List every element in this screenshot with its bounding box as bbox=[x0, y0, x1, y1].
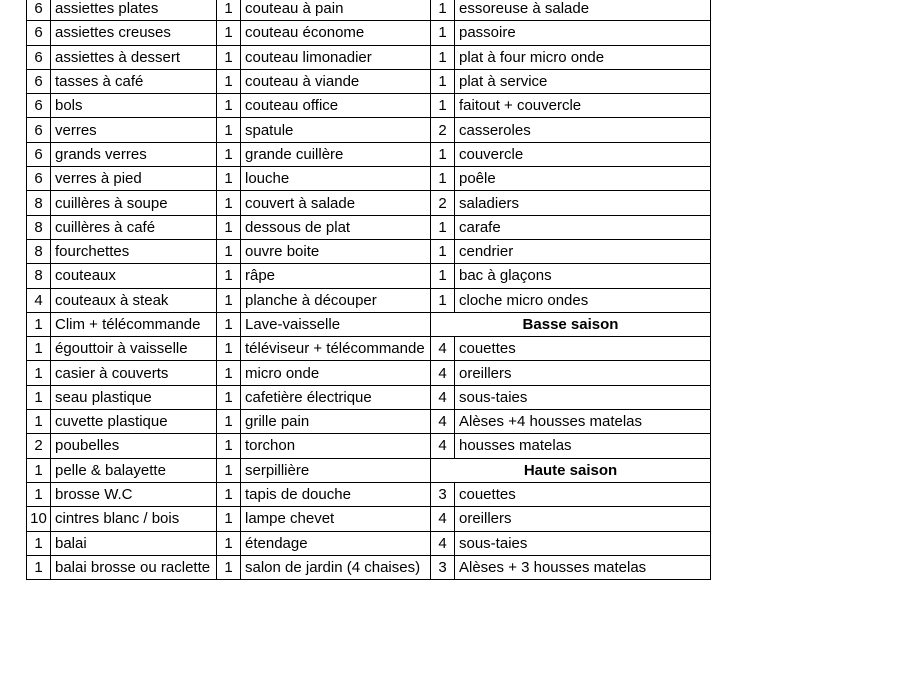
quantity-cell: 1 bbox=[27, 531, 51, 555]
quantity-cell: 1 bbox=[217, 45, 241, 69]
item-cell: lampe chevet bbox=[241, 507, 431, 531]
quantity-cell: 1 bbox=[431, 288, 455, 312]
quantity-cell: 1 bbox=[27, 482, 51, 506]
table-row bbox=[27, 482, 711, 506]
item-cell: grande cuillère bbox=[241, 142, 431, 166]
item-cell: couteaux à steak bbox=[51, 288, 217, 312]
section-header-cell: Basse saison bbox=[431, 312, 711, 336]
quantity-cell: 1 bbox=[217, 264, 241, 288]
quantity-cell: 1 bbox=[217, 361, 241, 385]
quantity-cell: 2 bbox=[27, 434, 51, 458]
quantity-cell: 1 bbox=[431, 94, 455, 118]
item-cell: égouttoir à vaisselle bbox=[51, 337, 217, 361]
item-cell: micro onde bbox=[241, 361, 431, 385]
table-row bbox=[27, 21, 711, 45]
table-row bbox=[27, 0, 711, 21]
quantity-cell: 4 bbox=[431, 385, 455, 409]
quantity-cell: 1 bbox=[27, 458, 51, 482]
table-row bbox=[27, 288, 711, 312]
item-cell: étendage bbox=[241, 531, 431, 555]
quantity-cell: 1 bbox=[217, 239, 241, 263]
quantity-cell: 10 bbox=[27, 507, 51, 531]
item-cell: couteau à viande bbox=[241, 69, 431, 93]
item-cell: casier à couverts bbox=[51, 361, 217, 385]
quantity-cell: 1 bbox=[27, 361, 51, 385]
item-cell: serpillière bbox=[241, 458, 431, 482]
quantity-cell: 6 bbox=[27, 69, 51, 93]
item-cell: passoire bbox=[455, 21, 711, 45]
item-cell: assiettes à dessert bbox=[51, 45, 217, 69]
quantity-cell: 1 bbox=[217, 167, 241, 191]
item-cell: torchon bbox=[241, 434, 431, 458]
item-cell: couvert à salade bbox=[241, 191, 431, 215]
item-cell: essoreuse à salade bbox=[455, 0, 711, 21]
quantity-cell: 1 bbox=[217, 142, 241, 166]
item-cell: plat à service bbox=[455, 69, 711, 93]
quantity-cell: 1 bbox=[217, 385, 241, 409]
quantity-cell: 1 bbox=[217, 0, 241, 21]
item-cell: dessous de plat bbox=[241, 215, 431, 239]
item-cell: grille pain bbox=[241, 410, 431, 434]
table-row bbox=[27, 410, 711, 434]
quantity-cell: 8 bbox=[27, 215, 51, 239]
table-row bbox=[27, 361, 711, 385]
table-row bbox=[27, 337, 711, 361]
quantity-cell: 1 bbox=[217, 531, 241, 555]
quantity-cell: 8 bbox=[27, 191, 51, 215]
table-row bbox=[27, 312, 711, 336]
table-row bbox=[27, 191, 711, 215]
item-cell: cuvette plastique bbox=[51, 410, 217, 434]
item-cell: bac à glaçons bbox=[455, 264, 711, 288]
table-row bbox=[27, 45, 711, 69]
item-cell: cintres blanc / bois bbox=[51, 507, 217, 531]
item-cell: tapis de douche bbox=[241, 482, 431, 506]
item-cell: couteau économe bbox=[241, 21, 431, 45]
quantity-cell: 4 bbox=[431, 410, 455, 434]
table-row bbox=[27, 458, 711, 482]
item-cell: couteau office bbox=[241, 94, 431, 118]
item-cell: Lave-vaisselle bbox=[241, 312, 431, 336]
item-cell: casseroles bbox=[455, 118, 711, 142]
quantity-cell: 6 bbox=[27, 0, 51, 21]
item-cell: seau plastique bbox=[51, 385, 217, 409]
item-cell: assiettes plates bbox=[51, 0, 217, 21]
quantity-cell: 1 bbox=[431, 215, 455, 239]
quantity-cell: 6 bbox=[27, 21, 51, 45]
item-cell: poêle bbox=[455, 167, 711, 191]
quantity-cell: 1 bbox=[217, 312, 241, 336]
quantity-cell: 2 bbox=[431, 118, 455, 142]
quantity-cell: 4 bbox=[431, 531, 455, 555]
item-cell: spatule bbox=[241, 118, 431, 142]
item-cell: cafetière électrique bbox=[241, 385, 431, 409]
item-cell: téléviseur + télécommande bbox=[241, 337, 431, 361]
quantity-cell: 6 bbox=[27, 45, 51, 69]
quantity-cell: 1 bbox=[217, 337, 241, 361]
quantity-cell: 1 bbox=[217, 21, 241, 45]
item-cell: faitout + couvercle bbox=[455, 94, 711, 118]
quantity-cell: 1 bbox=[217, 288, 241, 312]
item-cell: balai brosse ou raclette bbox=[51, 555, 217, 579]
quantity-cell: 1 bbox=[217, 410, 241, 434]
item-cell: louche bbox=[241, 167, 431, 191]
item-cell: couteaux bbox=[51, 264, 217, 288]
item-cell: Clim + télécommande bbox=[51, 312, 217, 336]
item-cell: ouvre boite bbox=[241, 239, 431, 263]
quantity-cell: 6 bbox=[27, 167, 51, 191]
quantity-cell: 1 bbox=[217, 555, 241, 579]
item-cell: fourchettes bbox=[51, 239, 217, 263]
quantity-cell: 1 bbox=[431, 167, 455, 191]
item-cell: planche à découper bbox=[241, 288, 431, 312]
item-cell: assiettes creuses bbox=[51, 21, 217, 45]
quantity-cell: 1 bbox=[217, 94, 241, 118]
item-cell: couettes bbox=[455, 482, 711, 506]
quantity-cell: 6 bbox=[27, 94, 51, 118]
item-cell: sous-taies bbox=[455, 385, 711, 409]
quantity-cell: 6 bbox=[27, 142, 51, 166]
table-row bbox=[27, 434, 711, 458]
item-cell: couteau à pain bbox=[241, 0, 431, 21]
quantity-cell: 8 bbox=[27, 239, 51, 263]
quantity-cell: 1 bbox=[431, 45, 455, 69]
section-header-cell: Haute saison bbox=[431, 458, 711, 482]
quantity-cell: 1 bbox=[431, 264, 455, 288]
item-cell: couettes bbox=[455, 337, 711, 361]
item-cell: saladiers bbox=[455, 191, 711, 215]
quantity-cell: 4 bbox=[431, 337, 455, 361]
quantity-cell: 1 bbox=[431, 239, 455, 263]
item-cell: grands verres bbox=[51, 142, 217, 166]
item-cell: verres bbox=[51, 118, 217, 142]
quantity-cell: 1 bbox=[217, 118, 241, 142]
item-cell: cendrier bbox=[455, 239, 711, 263]
inventory-table bbox=[26, 0, 711, 580]
inventory-table-body bbox=[27, 0, 711, 580]
quantity-cell: 1 bbox=[431, 142, 455, 166]
quantity-cell: 3 bbox=[431, 482, 455, 506]
quantity-cell: 3 bbox=[431, 555, 455, 579]
quantity-cell: 4 bbox=[27, 288, 51, 312]
quantity-cell: 1 bbox=[431, 69, 455, 93]
table-row bbox=[27, 555, 711, 579]
item-cell: cloche micro ondes bbox=[455, 288, 711, 312]
item-cell: balai bbox=[51, 531, 217, 555]
item-cell: pelle & balayette bbox=[51, 458, 217, 482]
item-cell: salon de jardin (4 chaises) bbox=[241, 555, 431, 579]
item-cell: bols bbox=[51, 94, 217, 118]
table-row bbox=[27, 167, 711, 191]
quantity-cell: 1 bbox=[431, 0, 455, 21]
table-row bbox=[27, 264, 711, 288]
quantity-cell: 1 bbox=[27, 555, 51, 579]
item-cell: oreillers bbox=[455, 507, 711, 531]
quantity-cell: 1 bbox=[217, 458, 241, 482]
quantity-cell: 1 bbox=[431, 21, 455, 45]
table-row bbox=[27, 385, 711, 409]
table-row bbox=[27, 531, 711, 555]
table-row bbox=[27, 239, 711, 263]
quantity-cell: 1 bbox=[27, 385, 51, 409]
item-cell: sous-taies bbox=[455, 531, 711, 555]
item-cell: couvercle bbox=[455, 142, 711, 166]
item-cell: housses matelas bbox=[455, 434, 711, 458]
quantity-cell: 1 bbox=[27, 312, 51, 336]
item-cell: cuillères à soupe bbox=[51, 191, 217, 215]
table-row bbox=[27, 94, 711, 118]
item-cell: plat à four micro onde bbox=[455, 45, 711, 69]
item-cell: carafe bbox=[455, 215, 711, 239]
quantity-cell: 1 bbox=[217, 507, 241, 531]
quantity-cell: 2 bbox=[431, 191, 455, 215]
quantity-cell: 1 bbox=[217, 191, 241, 215]
item-cell: râpe bbox=[241, 264, 431, 288]
item-cell: Alèses + 3 housses matelas bbox=[455, 555, 711, 579]
quantity-cell: 4 bbox=[431, 434, 455, 458]
item-cell: Alèses +4 housses matelas bbox=[455, 410, 711, 434]
item-cell: brosse W.C bbox=[51, 482, 217, 506]
item-cell: poubelles bbox=[51, 434, 217, 458]
quantity-cell: 1 bbox=[217, 434, 241, 458]
quantity-cell: 1 bbox=[27, 410, 51, 434]
item-cell: cuillères à café bbox=[51, 215, 217, 239]
quantity-cell: 1 bbox=[217, 69, 241, 93]
item-cell: verres à pied bbox=[51, 167, 217, 191]
quantity-cell: 1 bbox=[27, 337, 51, 361]
table-row bbox=[27, 507, 711, 531]
item-cell: oreillers bbox=[455, 361, 711, 385]
quantity-cell: 8 bbox=[27, 264, 51, 288]
table-row bbox=[27, 215, 711, 239]
table-row bbox=[27, 142, 711, 166]
table-row bbox=[27, 118, 711, 142]
item-cell: tasses à café bbox=[51, 69, 217, 93]
quantity-cell: 4 bbox=[431, 507, 455, 531]
quantity-cell: 4 bbox=[431, 361, 455, 385]
quantity-cell: 6 bbox=[27, 118, 51, 142]
item-cell: couteau limonadier bbox=[241, 45, 431, 69]
quantity-cell: 1 bbox=[217, 215, 241, 239]
quantity-cell: 1 bbox=[217, 482, 241, 506]
table-row bbox=[27, 69, 711, 93]
